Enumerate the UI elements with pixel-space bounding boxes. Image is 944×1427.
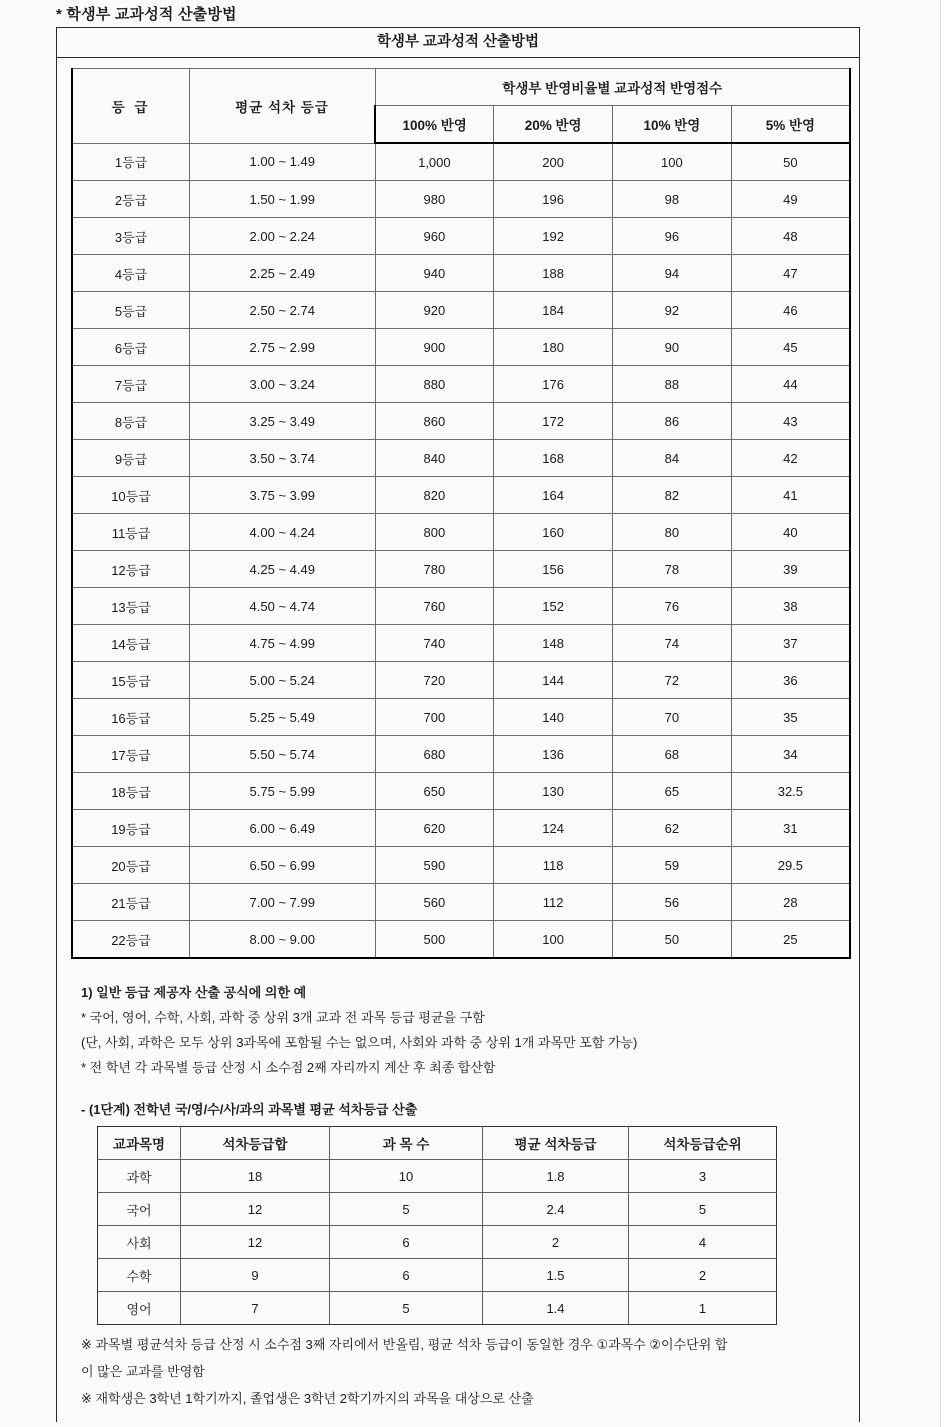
cell-ratio-20: 172 [494,403,613,440]
table-row [72,403,850,440]
cell-ratio-10: 68 [613,736,732,773]
cell-range: 4.50 ~ 4.74 [190,588,376,625]
cell-range: 3.50 ~ 3.74 [190,440,376,477]
grade-table-head [72,69,850,144]
cell-ratio-10: 76 [613,588,732,625]
cell-grade: 11등급 [72,514,190,551]
header-subject-name: 교과목명 [98,1127,181,1160]
table-row [98,1160,777,1193]
table-row [72,773,850,810]
footer-note-1b: 이 많은 교과를 반영함 [81,1364,205,1379]
content-frame [56,27,860,1422]
cell-grade: 19등급 [72,810,190,847]
cell-ratio-100: 960 [375,218,494,255]
table-row [98,1226,777,1259]
table-row [72,810,850,847]
cell-course-count: 5 [330,1292,483,1325]
cell-range: 3.75 ~ 3.99 [190,477,376,514]
table-row [72,440,850,477]
cell-ratio-100: 700 [375,699,494,736]
table-row [98,1292,777,1325]
cell-ratio-100: 650 [375,773,494,810]
cell-average-rank: 1.4 [483,1292,629,1325]
cell-ratio-100: 980 [375,181,494,218]
cell-range: 3.25 ~ 3.49 [190,403,376,440]
cell-subject: 국어 [98,1193,181,1226]
header-rank-order: 석차등급순위 [629,1127,777,1160]
cell-range: 8.00 ~ 9.00 [190,921,376,959]
cell-range: 2.25 ~ 2.49 [190,255,376,292]
frame-body [57,58,859,1422]
cell-ratio-5: 34 [731,736,850,773]
cell-ratio-5: 44 [731,366,850,403]
cell-range: 1.50 ~ 1.99 [190,181,376,218]
table-row [72,847,850,884]
table-row [72,514,850,551]
cell-ratio-20: 168 [494,440,613,477]
cell-ratio-100: 820 [375,477,494,514]
cell-grade: 10등급 [72,477,190,514]
cell-ratio-10: 56 [613,884,732,921]
explanation-notes [71,980,845,1122]
cell-rank-sum: 7 [181,1292,330,1325]
cell-average-rank: 1.5 [483,1259,629,1292]
cell-grade: 16등급 [72,699,190,736]
cell-ratio-10: 74 [613,625,732,662]
cell-range: 1.00 ~ 1.49 [190,143,376,181]
table-row [72,255,850,292]
step1-title: - (1단계) 전학년 국/영/수/사/과의 과목별 평균 석차등급 산출 [81,1102,418,1117]
cell-range: 2.00 ~ 2.24 [190,218,376,255]
table-row [72,625,850,662]
step-table-wrapper [71,1126,845,1325]
cell-rank-order: 2 [629,1259,777,1292]
table-row [98,1193,777,1226]
footer-note-2: ※ 재학생은 3학년 1학기까지, 졸업생은 3학년 2학기까지의 과목을 대상으로 산출 [81,1391,534,1406]
cell-grade: 20등급 [72,847,190,884]
cell-ratio-10: 72 [613,662,732,699]
header-rank-sum: 석차등급합 [181,1127,330,1160]
cell-range: 3.00 ~ 3.24 [190,366,376,403]
header-ratio-10: 10% 반영 [613,106,732,144]
table-row [72,588,850,625]
cell-ratio-10: 80 [613,514,732,551]
cell-subject: 사회 [98,1226,181,1259]
cell-ratio-20: 196 [494,181,613,218]
cell-course-count: 5 [330,1193,483,1226]
cell-ratio-100: 840 [375,440,494,477]
cell-average-rank: 2 [483,1226,629,1259]
cell-ratio-10: 100 [613,143,732,181]
cell-ratio-20: 156 [494,551,613,588]
cell-ratio-5: 42 [731,440,850,477]
cell-ratio-20: 112 [494,884,613,921]
cell-ratio-100: 620 [375,810,494,847]
footer-note-1a: ※ 과목별 평균석차 등급 산정 시 소수점 3째 자리에서 반올림, 평균 석차 등급이 동일한 경우 ①과목수 ②이수단위 합 [81,1337,728,1352]
cell-ratio-10: 50 [613,921,732,959]
header-average-rank: 평균 석차 등급 [190,69,376,144]
document-heading: * 학생부 교과성적 산출방법 [56,6,237,23]
table-row [72,292,850,329]
header-course-count: 과 목 수 [330,1127,483,1160]
cell-ratio-5: 46 [731,292,850,329]
cell-grade: 9등급 [72,440,190,477]
cell-ratio-100: 500 [375,921,494,959]
cell-ratio-5: 49 [731,181,850,218]
footer-notes [71,1331,845,1422]
cell-grade: 6등급 [72,329,190,366]
cell-ratio-20: 200 [494,143,613,181]
note-spacer [81,1080,845,1097]
cell-grade: 5등급 [72,292,190,329]
cell-ratio-10: 88 [613,366,732,403]
cell-ratio-10: 78 [613,551,732,588]
cell-rank-order: 5 [629,1193,777,1226]
cell-ratio-20: 130 [494,773,613,810]
cell-grade: 13등급 [72,588,190,625]
header-average-rank-grade: 평균 석차등급 [483,1127,629,1160]
cell-grade: 17등급 [72,736,190,773]
cell-rank-order: 1 [629,1292,777,1325]
table-row [72,662,850,699]
step-table-body [98,1160,777,1325]
cell-rank-order: 3 [629,1160,777,1193]
cell-ratio-100: 760 [375,588,494,625]
cell-ratio-20: 188 [494,255,613,292]
header-reflection-group: 학생부 반영비율별 교과성적 반영점수 [375,69,850,106]
table-row [72,551,850,588]
cell-ratio-100: 560 [375,884,494,921]
cell-ratio-10: 92 [613,292,732,329]
table-row [72,699,850,736]
note-line-1: 1) 일반 등급 제공자 산출 공식에 의한 예 [81,985,307,1000]
cell-course-count: 6 [330,1259,483,1292]
cell-ratio-10: 90 [613,329,732,366]
table-row [72,143,850,181]
cell-grade: 14등급 [72,625,190,662]
table-row [72,218,850,255]
cell-range: 5.75 ~ 5.99 [190,773,376,810]
cell-ratio-5: 39 [731,551,850,588]
grade-score-table [71,68,851,959]
header-ratio-20: 20% 반영 [494,106,613,144]
cell-ratio-5: 45 [731,329,850,366]
cell-ratio-10: 59 [613,847,732,884]
step-table-head [98,1127,777,1160]
note-line-4: * 전 학년 각 과목별 등급 산정 시 소수점 2째 자리까지 계산 후 최종 합산함 [81,1060,496,1075]
cell-ratio-5: 50 [731,143,850,181]
cell-ratio-5: 25 [731,921,850,959]
cell-grade: 3등급 [72,218,190,255]
cell-grade: 18등급 [72,773,190,810]
cell-ratio-100: 740 [375,625,494,662]
cell-grade: 4등급 [72,255,190,292]
table-row [72,477,850,514]
cell-ratio-100: 680 [375,736,494,773]
cell-ratio-10: 84 [613,440,732,477]
cell-ratio-100: 800 [375,514,494,551]
cell-ratio-20: 118 [494,847,613,884]
page-right-edge [940,0,941,1427]
cell-course-count: 6 [330,1226,483,1259]
cell-ratio-20: 176 [494,366,613,403]
note-line-2: * 국어, 영어, 수학, 사회, 과학 중 상위 3개 교과 전 과목 등급 평균을 구함 [81,1010,485,1025]
cell-ratio-5: 38 [731,588,850,625]
cell-ratio-5: 47 [731,255,850,292]
cell-ratio-100: 940 [375,255,494,292]
note-line-3: (단, 사회, 과학은 모두 상위 3과목에 포함될 수는 없으며, 사회와 과학 중 상위 1개 과목만 포함 가능) [81,1035,638,1050]
cell-ratio-5: 43 [731,403,850,440]
cell-ratio-20: 184 [494,292,613,329]
cell-ratio-5: 36 [731,662,850,699]
cell-range: 6.00 ~ 6.49 [190,810,376,847]
table-row [72,921,850,959]
table-row [98,1259,777,1292]
cell-ratio-10: 94 [613,255,732,292]
cell-average-rank: 1.8 [483,1160,629,1193]
table-row [72,366,850,403]
cell-range: 5.50 ~ 5.74 [190,736,376,773]
cell-ratio-20: 124 [494,810,613,847]
cell-ratio-10: 82 [613,477,732,514]
cell-average-rank: 2.4 [483,1193,629,1226]
cell-ratio-20: 144 [494,662,613,699]
cell-range: 5.25 ~ 5.49 [190,699,376,736]
cell-ratio-5: 37 [731,625,850,662]
cell-ratio-100: 920 [375,292,494,329]
cell-range: 2.50 ~ 2.74 [190,292,376,329]
cell-ratio-5: 29.5 [731,847,850,884]
header-ratio-100: 100% 반영 [375,106,494,144]
cell-ratio-10: 62 [613,810,732,847]
cell-ratio-20: 160 [494,514,613,551]
table-row [72,181,850,218]
cell-range: 4.25 ~ 4.49 [190,551,376,588]
cell-course-count: 10 [330,1160,483,1193]
table-row [72,736,850,773]
cell-ratio-20: 140 [494,699,613,736]
cell-grade: 21등급 [72,884,190,921]
cell-ratio-5: 41 [731,477,850,514]
subject-rank-table [97,1126,777,1325]
cell-ratio-100: 860 [375,403,494,440]
cell-ratio-100: 720 [375,662,494,699]
cell-ratio-20: 180 [494,329,613,366]
cell-ratio-20: 136 [494,736,613,773]
cell-ratio-100: 590 [375,847,494,884]
grade-table-body [72,143,850,958]
cell-rank-sum: 12 [181,1226,330,1259]
cell-grade: 1등급 [72,143,190,181]
cell-rank-sum: 18 [181,1160,330,1193]
cell-ratio-5: 35 [731,699,850,736]
cell-ratio-5: 48 [731,218,850,255]
cell-ratio-20: 164 [494,477,613,514]
header-grade: 등 급 [72,69,190,144]
cell-rank-order: 4 [629,1226,777,1259]
cell-ratio-10: 96 [613,218,732,255]
cell-ratio-100: 880 [375,366,494,403]
cell-ratio-5: 40 [731,514,850,551]
cell-ratio-5: 31 [731,810,850,847]
cell-grade: 2등급 [72,181,190,218]
cell-ratio-10: 98 [613,181,732,218]
table-row [72,329,850,366]
cell-ratio-100: 780 [375,551,494,588]
cell-grade: 12등급 [72,551,190,588]
cell-ratio-100: 900 [375,329,494,366]
cell-subject: 수학 [98,1259,181,1292]
grade-table-header-row-1 [72,69,850,106]
cell-ratio-100: 1,000 [375,143,494,181]
cell-ratio-20: 148 [494,625,613,662]
cell-ratio-20: 152 [494,588,613,625]
cell-subject: 영어 [98,1292,181,1325]
cell-range: 6.50 ~ 6.99 [190,847,376,884]
table-row [72,884,850,921]
cell-grade: 22등급 [72,921,190,959]
cell-range: 4.00 ~ 4.24 [190,514,376,551]
cell-grade: 7등급 [72,366,190,403]
cell-range: 7.00 ~ 7.99 [190,884,376,921]
cell-rank-sum: 9 [181,1259,330,1292]
cell-subject: 과학 [98,1160,181,1193]
cell-grade: 8등급 [72,403,190,440]
cell-ratio-5: 28 [731,884,850,921]
cell-ratio-10: 86 [613,403,732,440]
cell-range: 5.00 ~ 5.24 [190,662,376,699]
cell-ratio-10: 65 [613,773,732,810]
frame-title: 학생부 교과성적 산출방법 [57,28,859,58]
cell-ratio-10: 70 [613,699,732,736]
cell-grade: 15등급 [72,662,190,699]
cell-rank-sum: 12 [181,1193,330,1226]
cell-ratio-5: 32.5 [731,773,850,810]
cell-ratio-20: 192 [494,218,613,255]
step-table-header-row [98,1127,777,1160]
cell-range: 2.75 ~ 2.99 [190,329,376,366]
header-ratio-5: 5% 반영 [731,106,850,144]
cell-ratio-20: 100 [494,921,613,959]
cell-range: 4.75 ~ 4.99 [190,625,376,662]
